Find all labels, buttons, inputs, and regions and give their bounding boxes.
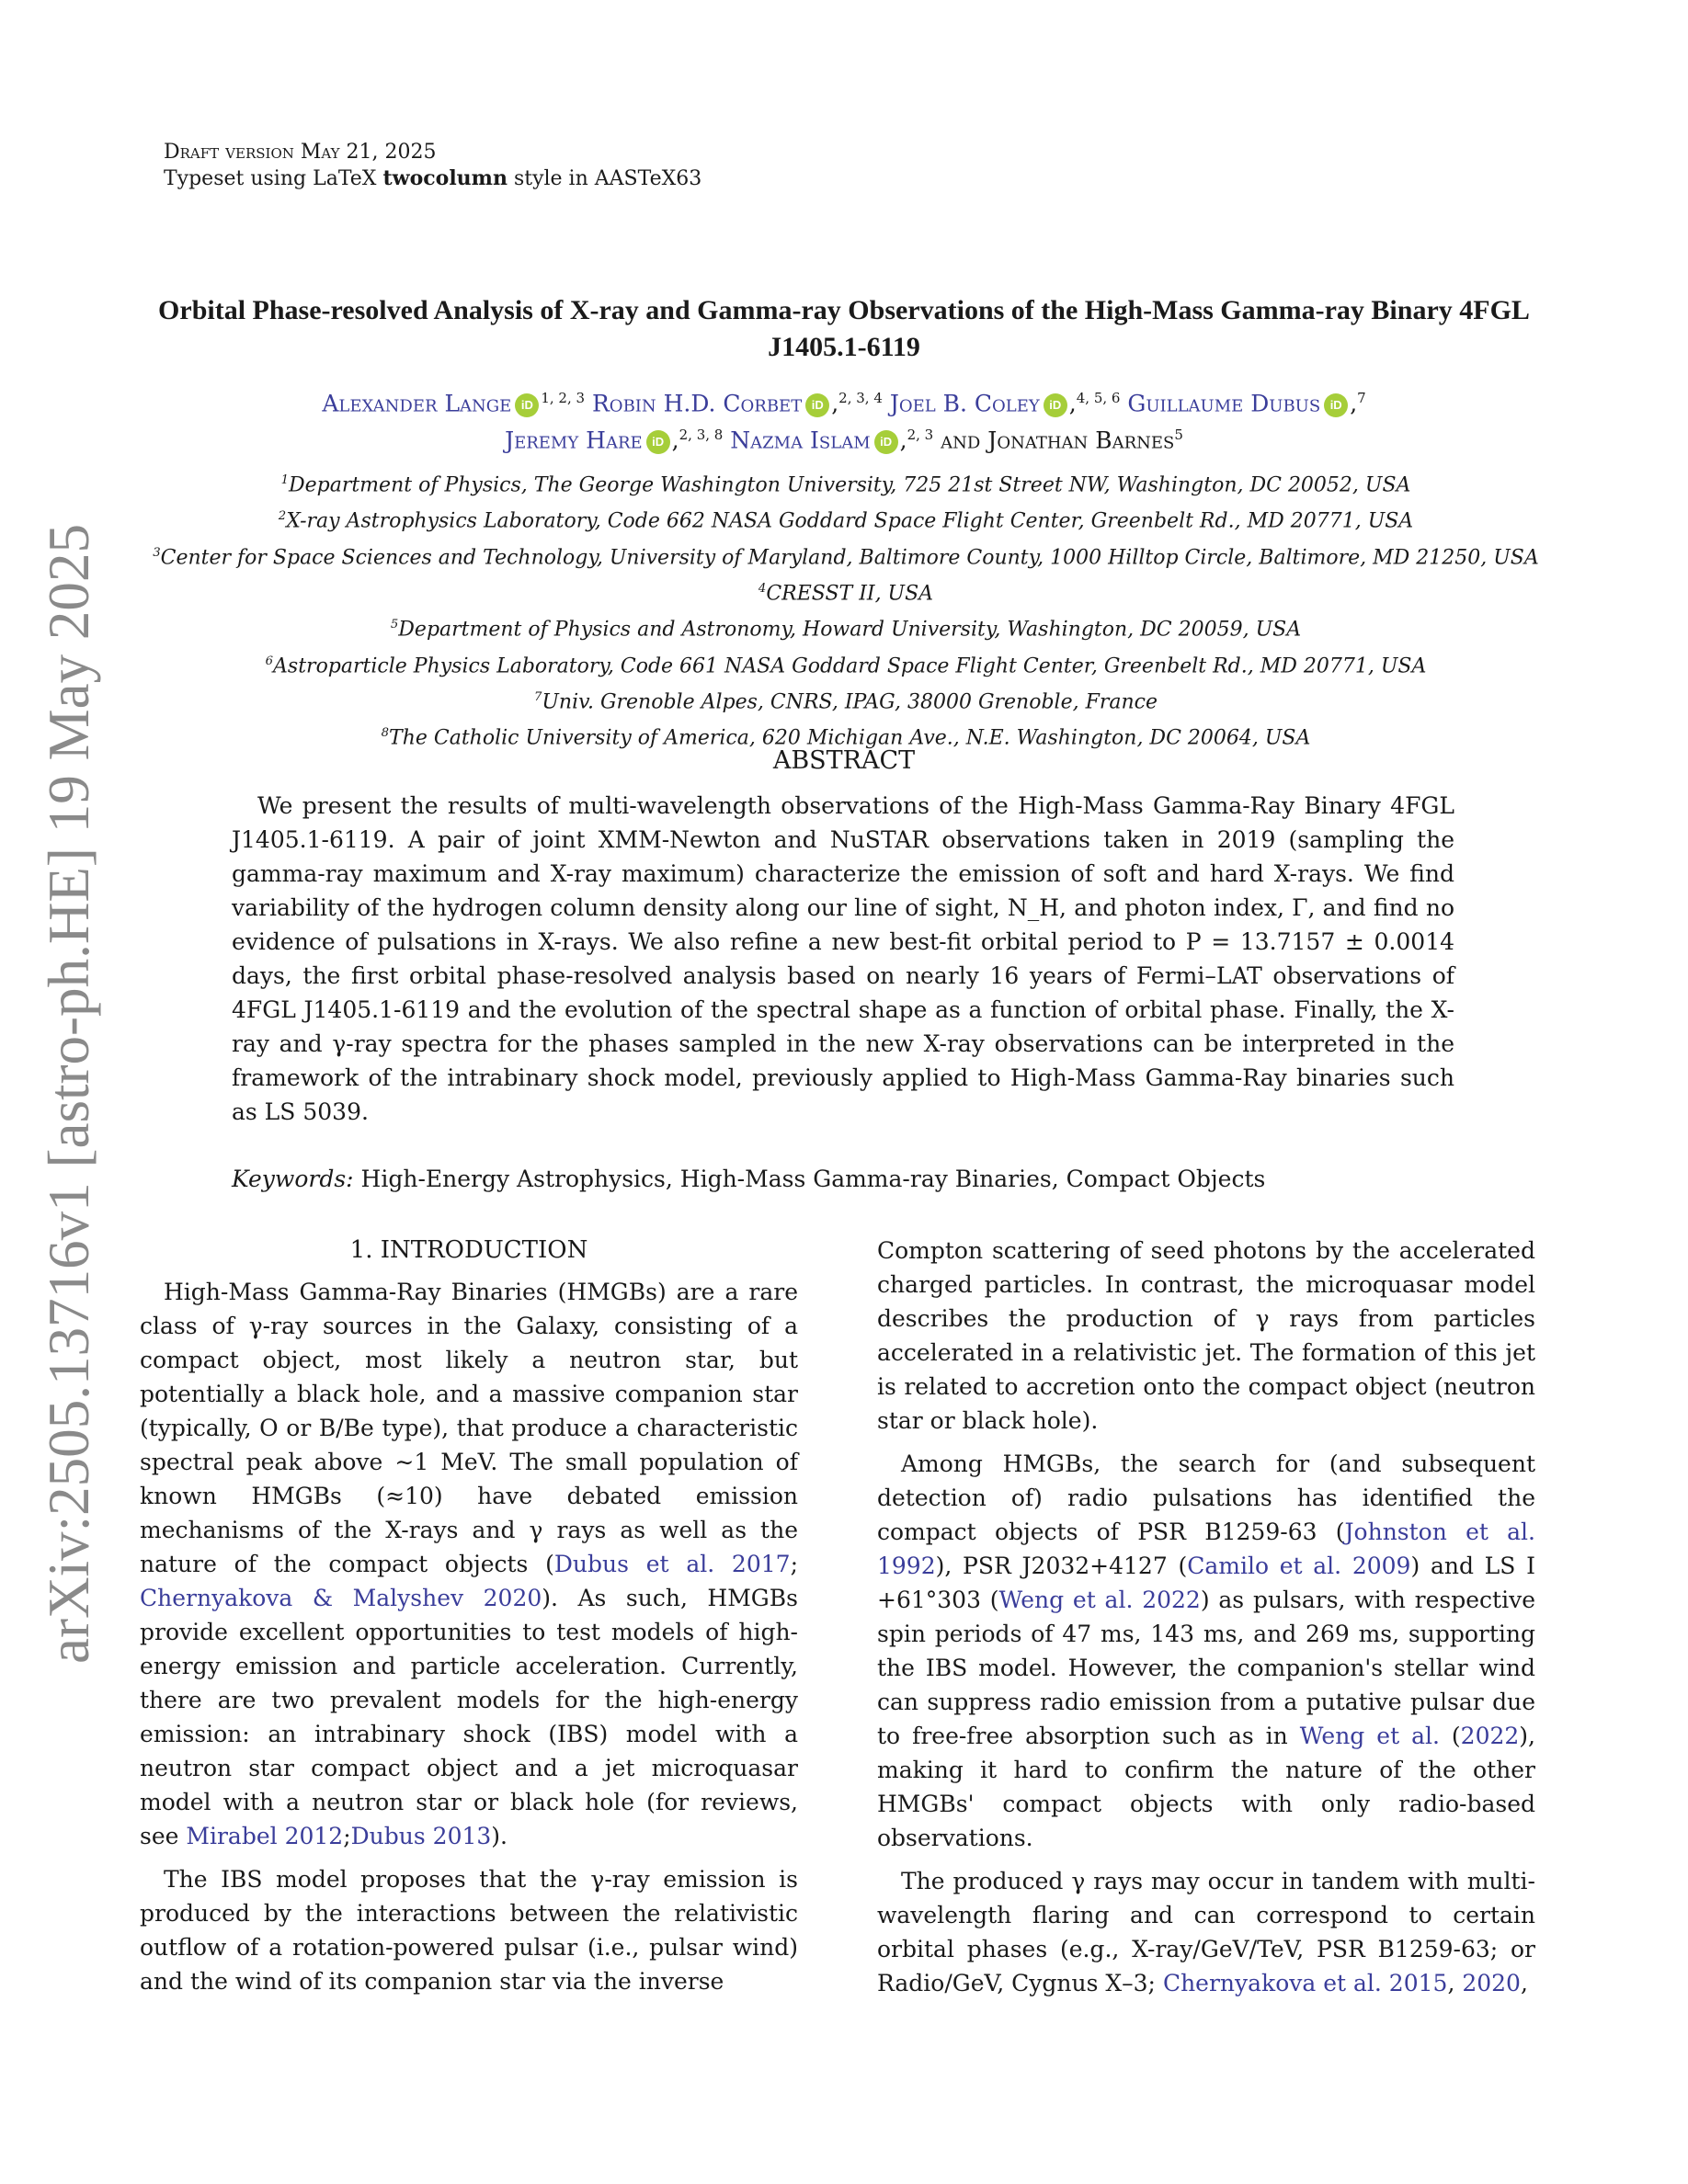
intro-paragraph-5 — [877, 1864, 1535, 2000]
orcid-icon[interactable]: iD — [646, 430, 670, 454]
keywords-text: High-Energy Astrophysics, High-Mass Gamma-ray Binaries, Compact Objects — [353, 1166, 1266, 1192]
latex-logo: LaTeX — [313, 167, 377, 190]
affiliation-text: Astroparticle Physics Laboratory, Code 661 NASA Goddard Space Flight Center, Greenbelt Rd., MD 20771, USA — [273, 654, 1427, 677]
orcid-icon[interactable]: iD — [1324, 393, 1348, 417]
text-run: ), PSR J2032+4127 ( — [935, 1553, 1188, 1579]
author-name[interactable]: Jeremy Hare — [505, 427, 643, 454]
intro-paragraph-3: Compton scattering of seed photons by the accelerated charged particles. In contrast, the microquasar model describes the production of γ rays from particles accelerated in a relativistic jet. The formation of this jet is related to accretion onto the compact object (neutron star or black hole). — [877, 1237, 1535, 1434]
left-column — [140, 1234, 798, 2008]
author-affil-marks: 2, 3, 8 — [679, 427, 724, 444]
author-name[interactable]: Robin H.D. Corbet — [591, 390, 803, 417]
text-run: Among HMGBs, the search for (and subsequent detection of) radio pulsations has identified the compact objects of PSR B1259-63 ( — [877, 1450, 1535, 1545]
affiliation-number: 7 — [534, 689, 542, 704]
text-run: High-Mass Gamma-Ray Binaries (HMGBs) are a rare class of γ-ray sources in the Galaxy, consisting of a compact object, most likely a neutron star, but potentially a black hole, and a massive companion star (typically, O or B/Be type), that produce a characteristic spectral peak above ∼1 MeV. The small population of known HMGBs (≈10) have debated emission mechanisms of the X-rays and γ rays as well as the nature of the compact objects ( — [140, 1279, 798, 1577]
intro-paragraph-4 — [877, 1447, 1535, 1855]
abstract-text: We present the results of multi-wavelength observations of the High-Mass Gamma-Ray Binary 4FGL J1405.1-6119. A pair of joint XMM-Newton and NuSTAR observations taken in 2019 (sampling the gamma-ray maximum and X-ray maximum) characterize the emission of soft and hard X-rays. We find variability of the hydrogen column density along our line of sight, N_H, and photon index, Γ, and find no evidence of pulsations in X-rays. We also refine a new best-fit orbital period to P = 13.7157 ± 0.0014 days, the first orbital phase-resolved analysis based on nearly 16 years of Fermi–LAT observations of 4FGL J1405.1-6119 and the evolution of the spectral shape as a function of orbital phase. Finally, the X-ray and γ-ray spectra for the phases sampled in the new X-ray observations can be interpreted in the framework of the intrabinary shock model, previously applied to High-Mass Gamma-Ray binaries such as LS 5039. — [232, 792, 1454, 1125]
right-column — [877, 1234, 1535, 2009]
abstract-heading: ABSTRACT — [772, 746, 916, 775]
affiliation-number: 5 — [390, 618, 399, 632]
orcid-icon[interactable]: iD — [1044, 393, 1067, 417]
affiliation — [110, 465, 1581, 501]
affiliation — [110, 609, 1581, 645]
draft-header — [164, 140, 701, 192]
keywords-label: Keywords: — [232, 1166, 354, 1192]
affiliation-list — [110, 465, 1581, 755]
orcid-icon[interactable]: iD — [515, 393, 539, 417]
text-run: , — [1447, 1970, 1463, 1996]
citation-link[interactable]: Johnston et al. 1992 — [877, 1519, 1535, 1579]
affiliation-number: 2 — [278, 509, 287, 524]
intro-paragraph-2: The IBS model proposes that the γ-ray emission is produced by the interactions between the relativistic outflow of a rotation-powered pulsar (i.e., pulsar wind) and the wind of its companion star via the inverse — [140, 1866, 798, 1995]
affiliation — [110, 646, 1581, 682]
orcid-icon[interactable]: iD — [874, 430, 898, 454]
affiliation-number: 6 — [265, 654, 274, 668]
text-run: ). — [491, 1823, 508, 1849]
arxiv-id: arXiv:2505.13716v1 [astro-ph.HE] 19 May 2025 — [36, 515, 101, 1664]
author-affil-marks: 7 — [1357, 390, 1366, 406]
affiliation-text: X-ray Astrophysics Laboratory, Code 662 NASA Goddard Space Flight Center, Greenbelt Rd., MD 20771, USA — [286, 509, 1414, 533]
text-run: ), making it hard to confirm the nature of the other HMGBs' compact objects with only radio-based observations. — [877, 1723, 1535, 1851]
author-list: Alexander Lange iD $^{1, 2, 3}$ Robin H.D. Corbet iD ,$^{2, 3, 4}$ Joel B. Coley iD ,$^{4, 5, 6}$ Guillaume Dubus iD ,$^7$ Jeremy Hare iD ,$^{2, 3, 8}$ Nazma Islam iD ,$^{2, 3}$ and Jonathan Barnes$^5$ — [322, 390, 1366, 454]
text-run: ) and LS I +61°303 ( — [877, 1553, 1535, 1613]
text-run: The produced γ rays may occur in tandem with multi-wavelength flaring and can correspond to certain orbital phases (e.g., X-ray/GeV/TeV, PSR B1259-63; or Radio/GeV, Cygnus X–3; — [877, 1868, 1535, 1996]
citation-link[interactable]: 2020 — [1462, 1970, 1521, 1996]
affiliation-text: The Catholic University of America, 620 Michigan Ave., N.E. Washington, DC 20064, USA — [389, 726, 1311, 750]
text-run: ; — [343, 1823, 351, 1849]
section-heading: 1. INTRODUCTION — [349, 1236, 588, 1264]
citation-link[interactable]: Chernyakova & Malyshev 2020 — [140, 1585, 542, 1611]
citation-link[interactable]: Chernyakova et al. 2015 — [1162, 1970, 1448, 1996]
typeset-suffix: style in AASTeX63 — [507, 167, 702, 190]
text-run: , — [1520, 1970, 1528, 1996]
affiliation-text: Department of Physics, The George Washington University, 725 21st Street NW, Washington, DC 20052, USA — [288, 473, 1411, 497]
affiliation-number: 4 — [758, 581, 767, 596]
citation-link[interactable]: Dubus et al. 2017 — [553, 1551, 791, 1577]
author-affil-marks: 1, 2, 3 — [541, 390, 586, 406]
author-affil-marks: 5 — [1174, 427, 1183, 444]
affiliation — [110, 538, 1581, 574]
text-run: ( — [1439, 1723, 1461, 1749]
citation-link[interactable]: Dubus 2013 — [350, 1823, 492, 1849]
text-run: ). As such, HMGBs provide excellent opportunities to test models of high-energy emission and particle acceleration. Currently, there are two prevalent models for the high-energy emission: an intrabinary shock (IBS) model with a neutron star compact object and a jet microquasar model with a neutron star or black hole (for reviews, see — [140, 1585, 798, 1849]
author-name[interactable]: Guillaume Dubus — [1127, 390, 1321, 417]
affiliation-text: Center for Space Sciences and Technology, University of Maryland, Baltimore County, 1000 Hilltop Circle, Baltimore, MD 21250, USA — [160, 545, 1539, 569]
author-name[interactable]: Nazma Islam — [730, 427, 871, 454]
text-run: ) as pulsars, with respective spin periods of 47 ms, 143 ms, and 269 ms, supporting the IBS model. However, the companion's stellar wind can suppress radio emission from a putative pulsar due to free-free absorption such as in — [877, 1587, 1535, 1749]
affiliation-number: 3 — [153, 545, 161, 560]
author-affil-marks: 2, 3 — [907, 427, 934, 444]
keywords — [232, 1166, 1519, 1192]
arxiv-sidebar — [7, 515, 108, 1673]
intro-paragraph-1 — [140, 1275, 798, 1853]
affiliation-text: Department of Physics and Astronomy, Howard University, Washington, DC 20059, USA — [398, 618, 1302, 642]
affiliation-text: CRESST II, USA — [766, 582, 934, 606]
citation-link[interactable]: Weng et al. — [1299, 1723, 1440, 1749]
draft-version: Draft version May 21, 2025 — [164, 141, 437, 164]
arxiv-sidebar-svg — [7, 515, 108, 1673]
orcid-icon[interactable]: iD — [805, 393, 829, 417]
affiliation-number: 1 — [280, 473, 289, 487]
citation-link[interactable]: Weng et al. 2022 — [998, 1587, 1201, 1613]
author-name: and Jonathan Barnes — [941, 427, 1175, 454]
affiliation-text: Univ. Grenoble Alpes, CNRS, IPAG, 38000 Grenoble, France — [542, 690, 1158, 714]
author-name[interactable]: Alexander Lange — [322, 390, 512, 417]
typeset-line — [164, 165, 701, 192]
affiliation-number: 8 — [381, 726, 390, 741]
text-run: ; — [790, 1551, 798, 1577]
author-affil-marks: 4, 5, 6 — [1076, 390, 1121, 406]
author-affil-marks: 2, 3, 4 — [838, 390, 883, 406]
typeset-prefix: Typeset using — [164, 167, 314, 190]
citation-link[interactable]: Mirabel 2012 — [186, 1823, 344, 1849]
author-name[interactable]: Joel B. Coley — [889, 390, 1040, 417]
typeset-style: twocolumn — [382, 166, 508, 190]
citation-link[interactable]: Camilo et al. 2009 — [1187, 1553, 1411, 1579]
affiliation — [110, 574, 1581, 609]
affiliation — [110, 501, 1581, 537]
paper-title: Orbital Phase-resolved Analysis of X-ray and Gamma-ray Observations of the High-Mass Gamma-ray Binary 4FGL J1405.1-6119 — [158, 295, 1530, 362]
citation-link[interactable]: 2022 — [1460, 1723, 1520, 1749]
affiliation — [110, 682, 1581, 718]
